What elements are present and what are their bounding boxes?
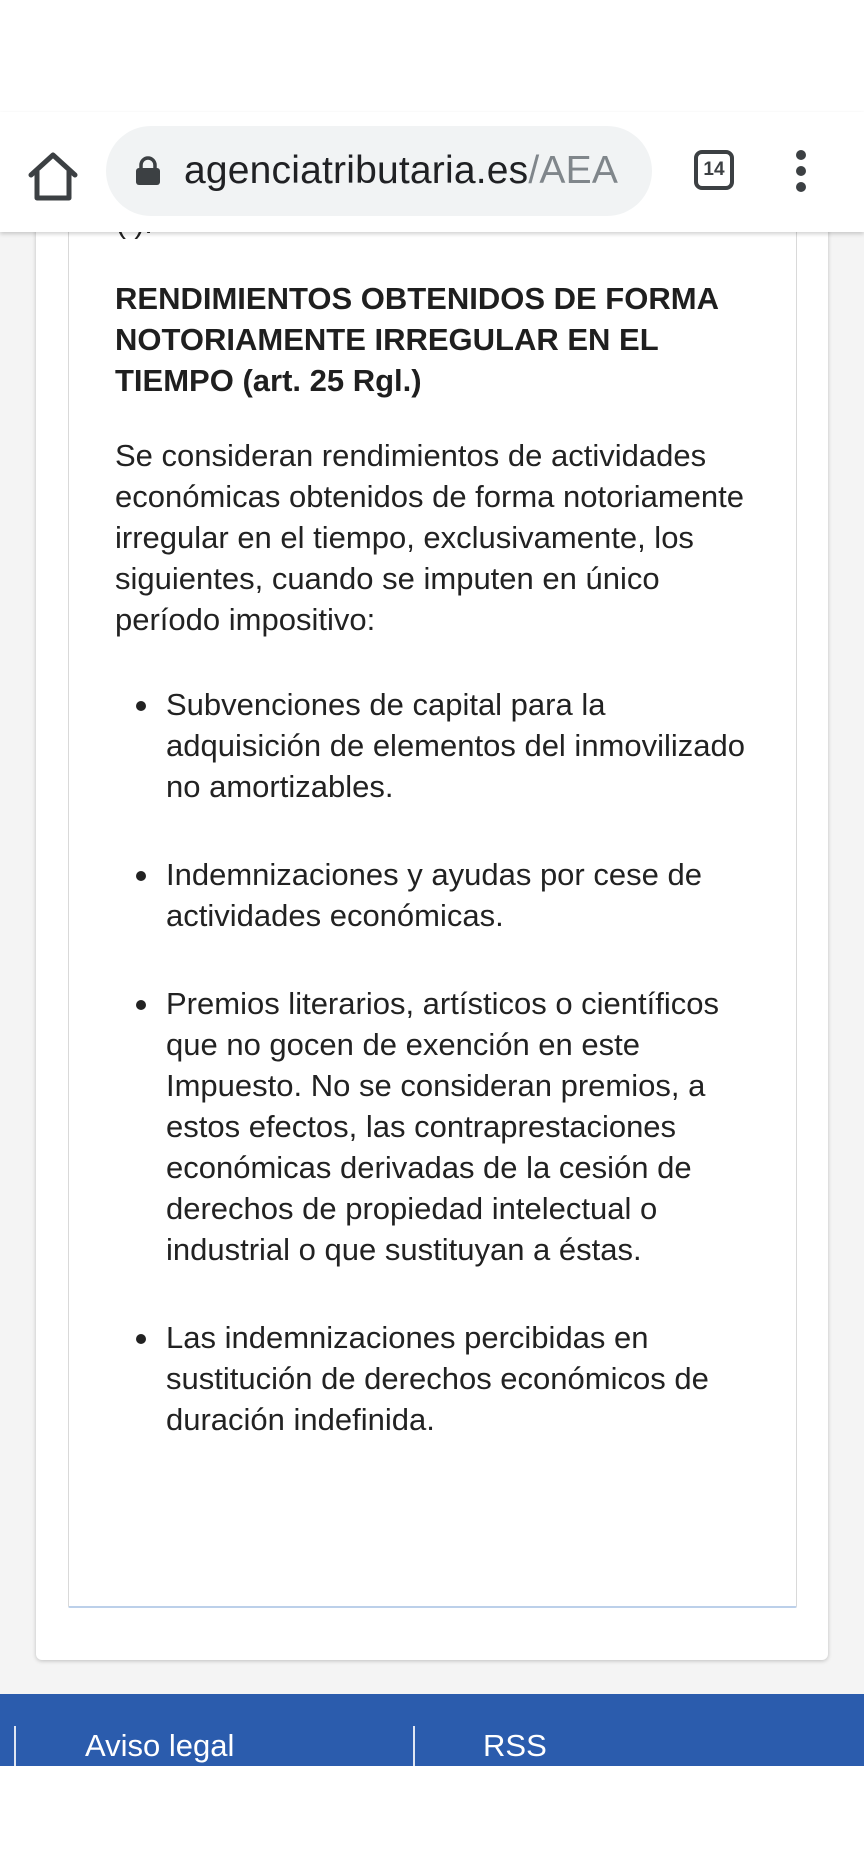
items-list	[115, 684, 755, 1440]
footer-link-aviso-legal[interactable]: Aviso legal	[85, 1728, 235, 1763]
list-item-text: Subvenciones de capital para la adquisición de elementos del inmovilizado no amortizables.	[166, 687, 746, 804]
list-item	[115, 684, 755, 807]
url-text	[184, 146, 618, 196]
list-item	[115, 1317, 755, 1440]
footer-divider	[413, 1726, 415, 1766]
status-bar-area	[0, 0, 864, 112]
list-item-text: Indemnizaciones y ayudas por cese de actividades económicas.	[166, 857, 702, 933]
overflow-menu-button[interactable]	[782, 146, 822, 206]
browser-toolbar	[0, 112, 864, 232]
tab-count: 14	[694, 150, 734, 190]
url-path: /AEA	[528, 149, 619, 192]
site-footer	[0, 1694, 864, 1766]
list-item	[115, 983, 755, 1270]
tab-switcher-button[interactable]	[690, 146, 740, 196]
home-icon	[22, 146, 84, 208]
intro-paragraph: Se consideran rendimientos de actividades económicas obtenidos de forma notoriamente irregular en el tiempo, exclusivamente, los siguientes, cuando se imputen en único período impositivo:	[115, 438, 744, 637]
footer-divider	[14, 1726, 16, 1766]
bottom-area	[0, 1766, 864, 1872]
lock-icon	[134, 156, 162, 186]
list-item-text: Premios literarios, artísticos o científicos que no gocen de exención en este Impuesto. No se consideran premios, a estos efectos, las contraprestaciones económicas derivadas de la cesión de derechos de propiedad intelectual o industrial o que sustituyan a éstas.	[166, 986, 720, 1267]
footer-link-rss[interactable]: RSS	[483, 1728, 547, 1763]
section-heading: RENDIMIENTOS OBTENIDOS DE FORMA NOTORIAMENTE IRREGULAR EN EL TIEMPO (art. 25 Rgl.)	[115, 281, 718, 398]
bullet-icon	[136, 871, 146, 881]
home-button[interactable]	[22, 146, 84, 208]
bullet-icon	[136, 1334, 146, 1344]
url-domain: agenciatributaria.es	[184, 149, 529, 192]
bullet-icon	[136, 701, 146, 711]
article-content	[115, 278, 755, 1487]
address-bar[interactable]	[106, 126, 652, 216]
list-item-text: Las indemnizaciones percibidas en sustitución de derechos económicos de duración indefinida.	[166, 1320, 709, 1437]
bullet-icon	[136, 1000, 146, 1010]
list-item	[115, 854, 755, 936]
